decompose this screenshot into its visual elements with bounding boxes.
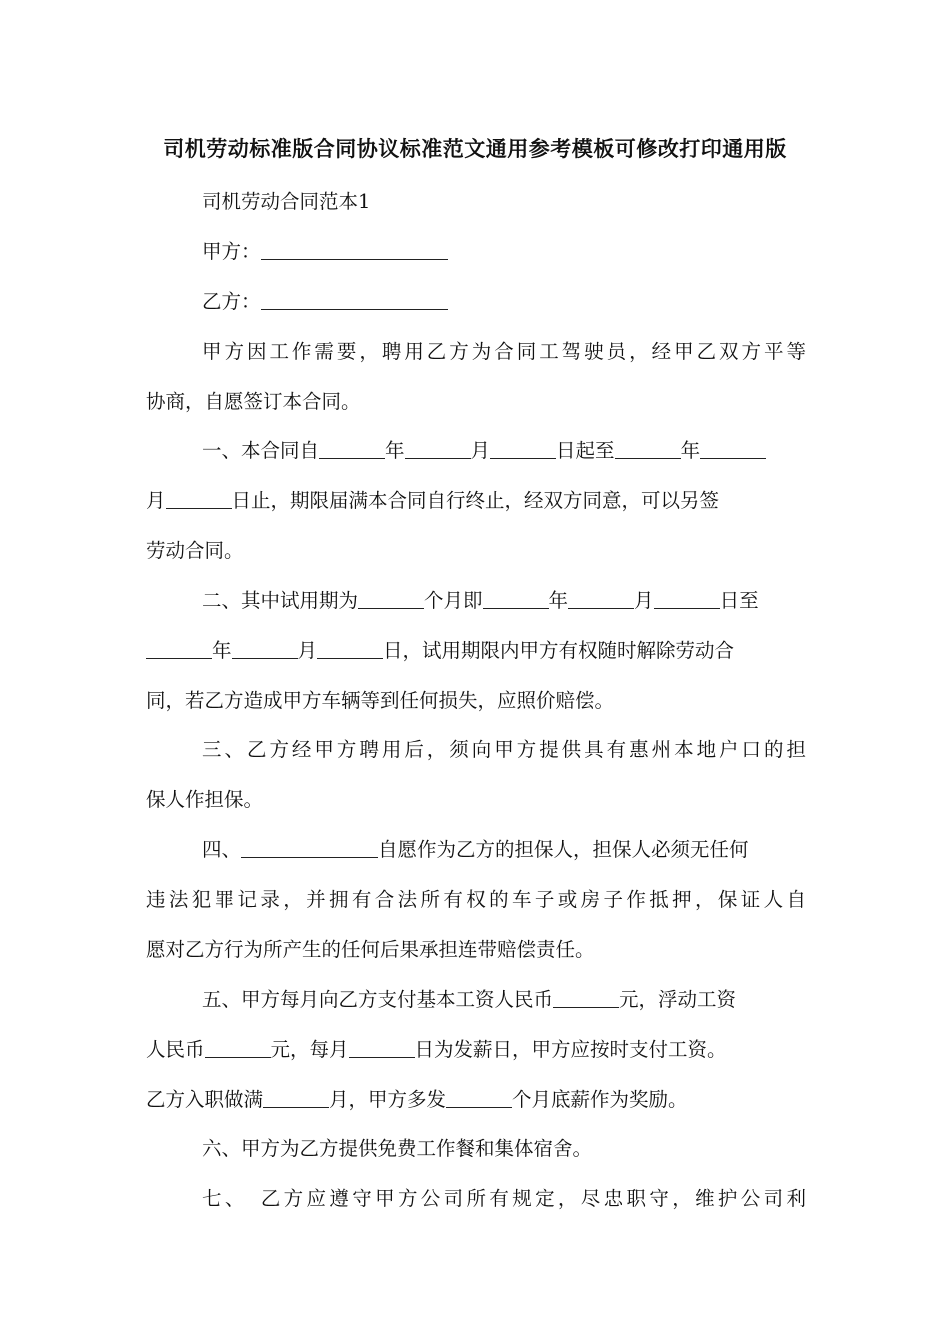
clause-text: 一、本合同自 <box>202 439 320 462</box>
probation-end-day-blank[interactable] <box>317 638 383 659</box>
probation-start-month-blank[interactable] <box>568 588 634 609</box>
end-day-blank[interactable] <box>166 488 232 509</box>
party-a-label: 甲方： <box>202 240 261 263</box>
start-day-blank[interactable] <box>490 438 556 459</box>
clause-text: 日，试用期限内甲方有权随时解除劳动合 <box>383 639 735 662</box>
clause-text: 日起至 <box>556 439 615 462</box>
bonus-months-blank[interactable] <box>446 1087 512 1108</box>
floating-salary-blank[interactable] <box>205 1037 271 1058</box>
clause-text: 月，甲方多发 <box>329 1088 447 1111</box>
party-a-blank[interactable] <box>261 239 448 260</box>
clause-text: 五、甲方每月向乙方支付基本工资人民币 <box>202 988 554 1011</box>
clause-text: 二、其中试用期为 <box>202 589 359 612</box>
end-month-blank[interactable] <box>700 438 766 459</box>
clause-text: 月 <box>146 489 166 512</box>
probation-end-month-blank[interactable] <box>232 638 298 659</box>
clause-4-line-3: 愿对乙方行为所产生的任何后果承担连带赔偿责任。 <box>146 938 595 961</box>
document-title: 司机劳动标准版合同协议标准范文通用参考模板可修改打印通用版 <box>163 137 787 161</box>
clause-text: 月 <box>297 639 318 662</box>
party-b-blank[interactable] <box>261 289 448 310</box>
intro-line-2: 协商，自愿签订本合同。 <box>146 390 361 413</box>
clause-text: 个月底薪作为奖励。 <box>512 1088 688 1111</box>
clause-3-line-2: 保人作担保。 <box>146 788 264 811</box>
guarantor-name-blank[interactable] <box>241 837 378 858</box>
clause-5-line-1 <box>202 985 862 1015</box>
clause-4-line-1 <box>202 835 862 865</box>
clause-7-line-1: 七、 乙方应遵守甲方公司所有规定，尽忠职守，维护公司利 <box>202 1187 806 1210</box>
clause-text: 年 <box>680 439 701 462</box>
clause-text: 个月即 <box>424 589 483 612</box>
clause-text: 年 <box>212 639 232 662</box>
clause-text: 日至 <box>719 589 759 612</box>
party-b-line <box>202 287 862 317</box>
clause-3-line-1: 三、乙方经甲方聘用后，须向甲方提供具有惠州本地户口的担 <box>202 738 806 761</box>
payday-blank[interactable] <box>349 1037 415 1058</box>
start-year-blank[interactable] <box>319 438 385 459</box>
clause-1-line-1 <box>202 436 862 466</box>
clause-text: 日止，期限届满本合同自行终止，经双方同意，可以另签 <box>231 489 720 512</box>
clause-2-line-1 <box>202 586 862 616</box>
base-salary-blank[interactable] <box>553 987 619 1008</box>
party-b-label: 乙方： <box>202 290 261 313</box>
clause-5-line-2 <box>146 1035 806 1065</box>
contract-subtitle: 司机劳动合同范本1 <box>202 190 371 213</box>
clause-2-line-3: 同，若乙方造成甲方车辆等到任何损失，应照价赔偿。 <box>146 689 615 712</box>
clause-1-line-2 <box>146 486 806 516</box>
clause-text: 日为发薪日，甲方应按时支付工资。 <box>414 1038 727 1061</box>
clause-text: 月 <box>470 439 491 462</box>
clause-6-line: 六、甲方为乙方提供免费工作餐和集体宿舍。 <box>202 1137 593 1160</box>
clause-2-line-2 <box>146 636 806 666</box>
clause-text: 自愿作为乙方的担保人，担保人必须无任何 <box>378 838 749 861</box>
clause-text: 人民币 <box>146 1038 205 1061</box>
probation-start-year-blank[interactable] <box>483 588 549 609</box>
clause-text: 四、 <box>202 838 242 861</box>
clause-text: 乙方入职做满 <box>146 1088 264 1111</box>
probation-months-blank[interactable] <box>358 588 424 609</box>
clause-text: 元，浮动工资 <box>619 988 737 1011</box>
probation-end-year-blank[interactable] <box>146 638 212 659</box>
intro-line-1: 甲方因工作需要，聘用乙方为合同工驾驶员，经甲乙双方平等 <box>202 340 806 363</box>
clause-1-line-3: 劳动合同。 <box>146 539 244 562</box>
clause-text: 元，每月 <box>270 1038 349 1061</box>
clause-text: 年 <box>385 439 405 462</box>
service-months-blank[interactable] <box>263 1087 329 1108</box>
clause-4-line-2: 违法犯罪记录，并拥有合法所有权的车子或房子作抵押，保证人自 <box>146 888 806 911</box>
clause-text: 月 <box>634 589 654 612</box>
party-a-line <box>202 237 862 267</box>
probation-start-day-blank[interactable] <box>654 588 720 609</box>
start-month-blank[interactable] <box>405 438 471 459</box>
clause-5-line-3 <box>146 1085 806 1115</box>
end-year-blank[interactable] <box>615 438 681 459</box>
clause-text: 年 <box>548 589 569 612</box>
